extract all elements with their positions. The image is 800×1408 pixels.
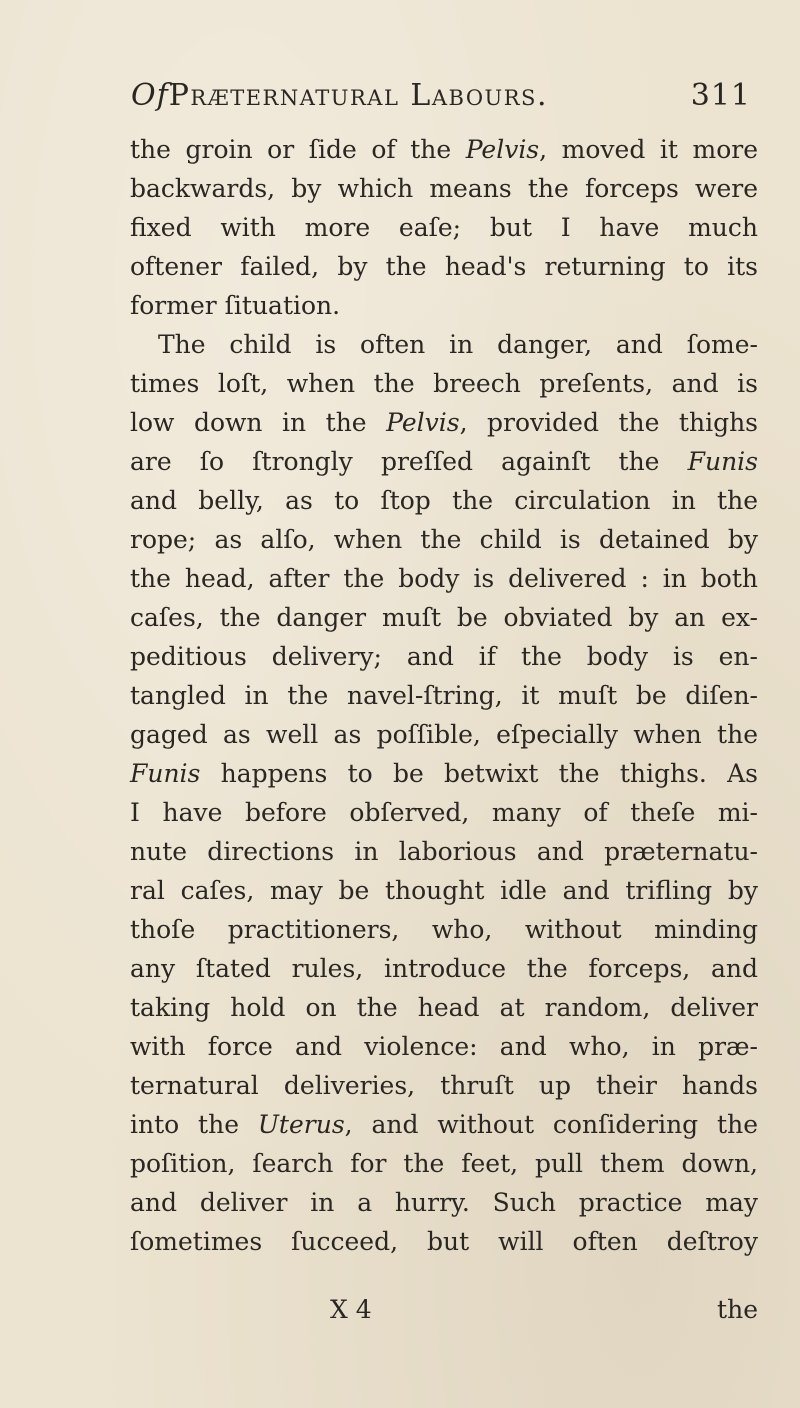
text-line: I have before obſerved, many of theſe mi- — [130, 798, 758, 827]
running-head — [131, 78, 751, 122]
text-line: into the Uterus, and without conſidering the — [130, 1110, 758, 1139]
running-head-title: Præternatural Labours. — [168, 78, 548, 113]
text-line: times loſt, when the breech preſents, and is — [130, 369, 758, 398]
text-line: oftener failed, by the head's returning to its — [130, 252, 758, 281]
signature-mark: X 4 — [330, 1295, 372, 1324]
text-line: peditious delivery; and if the body is en- — [130, 642, 758, 671]
text-line: Funis happens to be betwixt the thighs. As — [130, 759, 758, 788]
text-line: ternatural deliveries, thruſt up their hands — [130, 1071, 758, 1100]
text-line: are ſo ſtrongly preſſed againſt the Funis — [130, 447, 758, 476]
text-line: The child is often in danger, and ſome- — [158, 330, 758, 359]
text-line: gaged as well as poſſible, eſpecially when the — [130, 720, 758, 749]
text-line: fixed with more eaſe; but I have much — [130, 213, 758, 242]
text-line: former ſituation. — [130, 291, 341, 320]
text-line: nute directions in laborious and præternatu- — [130, 837, 758, 866]
body-text — [130, 130, 758, 1261]
text-line: the groin or ſide of the Pelvis, moved it more — [130, 135, 758, 164]
text-line: low down in the Pelvis, provided the thighs — [130, 408, 759, 437]
catchword: the — [717, 1295, 758, 1324]
text-line: and belly, as to ſtop the circulation in the — [130, 486, 758, 515]
text-line: caſes, the danger muſt be obviated by an ex- — [130, 603, 758, 632]
text-line: tangled in the navel-ſtring, it muſt be diſen- — [130, 681, 758, 710]
text-line: ral caſes, may be thought idle and trifling by — [130, 876, 758, 905]
text-line: with force and violence: and who, in præ- — [130, 1032, 758, 1061]
text-line: rope; as alſo, when the child is detained by — [130, 525, 758, 554]
text-line: thoſe practitioners, who, without minding — [130, 915, 758, 944]
text-line: backwards, by which means the forceps were — [130, 174, 758, 203]
page-footer — [130, 1290, 758, 1329]
text-line: taking hold on the head at random, deliver — [130, 993, 758, 1022]
text-line: and deliver in a hurry. Such practice may — [130, 1188, 758, 1217]
page-number: 311 — [690, 78, 751, 113]
text-line: the head, after the body is delivered : in both — [130, 564, 758, 593]
text-line: any ſtated rules, introduce the forceps, and — [130, 954, 758, 983]
text-line: ſometimes ſucceed, but will often deſtroy — [130, 1227, 758, 1256]
running-head-of: Of — [131, 78, 169, 113]
text-line: poſition, ſearch for the feet, pull them down, — [130, 1149, 758, 1178]
